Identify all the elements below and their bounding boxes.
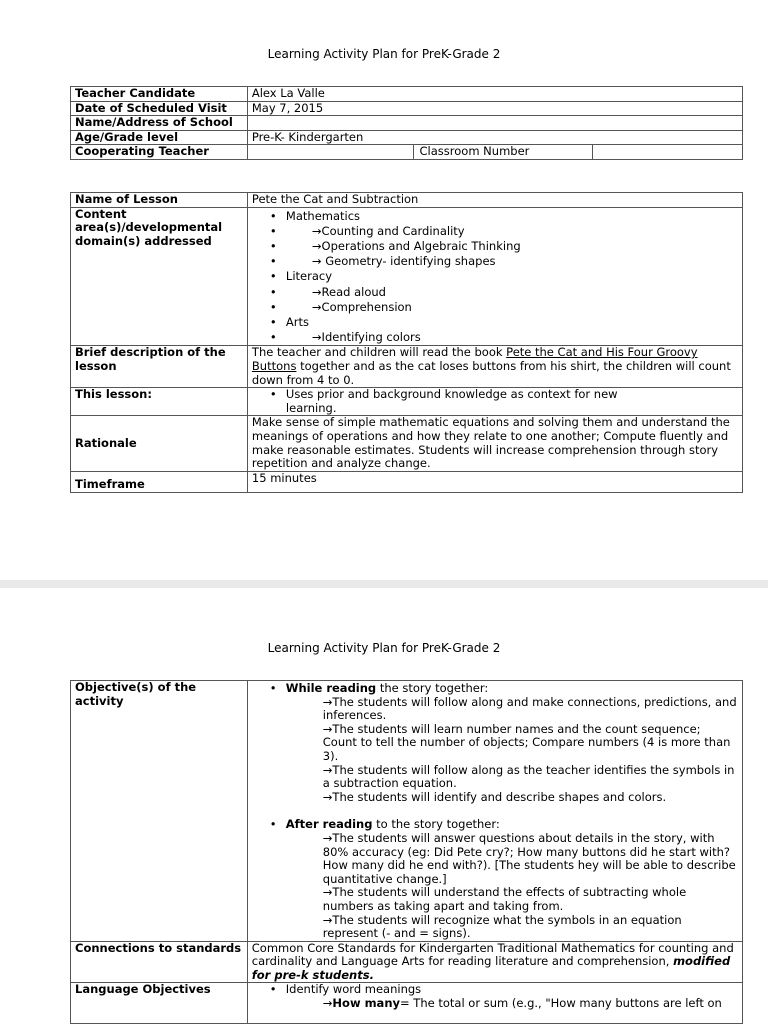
rationale-label: Rationale [71,416,248,471]
school-value [247,116,742,131]
connections-label: Connections to standards [71,941,248,983]
content-area-label: Content area(s)/developmental domain(s) addressed [71,207,248,346]
list-item: • →Operations and Algebraic Thinking [252,239,738,254]
table-row [71,130,743,145]
list-item [252,997,738,1011]
list-item: →The students will learn number names and the count sequence; Count to tell the number of objects; Compare numbers (4 is more than 3). [322,721,731,763]
teacher-label: Teacher Candidate [71,87,248,102]
content-area-list [247,207,742,346]
table-row [71,416,743,471]
list-item: →The students will recognize what the symbols in an equation represent (- and = signs). [322,912,682,941]
book-title: Pete the Cat and His Four Groovy Buttons [251,345,698,374]
language-label: Language Objectives [71,983,248,1024]
timeframe-label: Timeframe [71,471,248,492]
table-row [71,983,743,1024]
objectives-label: Objective(s) of the activity [71,681,248,942]
coop-value [247,145,413,160]
while-reading-bold: While reading [285,681,377,695]
list-item: • Literacy [252,269,738,284]
after-reading-text: to the story together: [372,817,500,832]
after-reading-bold: After reading [285,817,373,832]
lesson-name-label: Name of Lesson [71,193,248,208]
table-row [71,87,743,102]
list-item: →The students will follow along as the teacher identifies the symbols in a subtraction equation. [322,762,735,791]
timeframe-value: 15 minutes [247,471,742,492]
teacher-value: Alex La Valle [247,87,742,102]
list-item [252,682,738,696]
list-item: • →Identifying colors [252,330,738,345]
age-value: Pre-K- Kindergarten [247,130,742,145]
connections-emphasis: modified for pre-k students. [251,954,731,982]
connections-value [247,941,742,983]
arrow-text: → [322,996,333,1011]
lesson-name-value: Pete the Cat and Subtraction [247,193,742,208]
date-label: Date of Scheduled Visit [71,101,248,116]
room-value [593,145,743,160]
this-lesson-label: This lesson: [71,388,248,416]
table-row [71,207,743,346]
table-row [71,681,743,942]
language-value [247,983,742,1024]
list-item: • →Comprehension [252,300,738,315]
list-item: • Mathematics [252,209,738,224]
page-2 [0,588,768,1024]
table-row [71,346,743,388]
info-table [70,86,743,160]
objectives-value [247,681,742,942]
connections-text: Common Core Standards for Kindergarten Traditional Mathematics for counting and cardinality and Language Arts for reading literature and comprehension, [251,940,734,969]
table-row [71,388,743,416]
table-row [71,145,743,160]
brief-text: The teacher and children will read the book [251,345,507,360]
list-item: →The students will understand the effects of subtracting whole numbers as taking apart and taking from. [322,885,687,913]
page-title: Learning Activity Plan for PreK-Grade 2 [267,641,501,655]
brief-label: Brief description of the lesson [71,346,248,388]
list-item: • Uses prior and background knowledge as context for new learning. [252,388,648,415]
school-label: Name/Address of School [71,116,248,131]
table-row [71,941,743,983]
coop-label: Cooperating Teacher [71,145,248,160]
table-row [71,193,743,208]
list-item: • Identify word meanings [252,983,738,997]
list-item [252,818,738,832]
table-row [71,116,743,131]
list-item: • →Read aloud [252,285,738,300]
objectives-table [70,680,743,1024]
table-row [71,101,743,116]
list-item: • →Counting and Cardinality [252,224,738,239]
brief-value [247,346,742,388]
language-sub-text: = The total or sum (e.g., "How many buttons are left on [400,996,722,1011]
age-label: Age/Grade level [71,130,248,145]
rationale-value: Make sense of simple mathematic equations and solving them and understand the meanings of operations and how they relate to one another; Compute fluently and make reasonable estimates. Students will increase comprehension through story repetition and analyze change. [247,416,742,471]
how-many-bold: How many [332,996,401,1011]
list-item: • → Geometry- identifying shapes [252,254,738,269]
table-row [71,471,743,492]
date-value: May 7, 2015 [247,101,742,116]
list-item: →The students will follow along and make connections, predictions, and inferences. [322,694,737,723]
room-label: Classroom Number [413,145,593,160]
lesson-table [70,192,743,493]
page-title: Learning Activity Plan for PreK-Grade 2 [267,47,501,61]
list-item: →The students will answer questions about details in the story, with 80% accuracy (eg: Did Pete cry?; How many buttons did he start with? How many did he end with?). [The students hey will be able to describe quantitative change.] [322,830,736,886]
while-reading-text: the story together: [376,681,489,695]
this-lesson-value [247,388,742,416]
list-item: • Arts [252,315,738,330]
brief-text: together and as the cat loses buttons from his shirt, the children will count down from 4 to 0. [251,359,731,387]
list-item: →The students will identify and describe shapes and colors. [322,789,667,804]
